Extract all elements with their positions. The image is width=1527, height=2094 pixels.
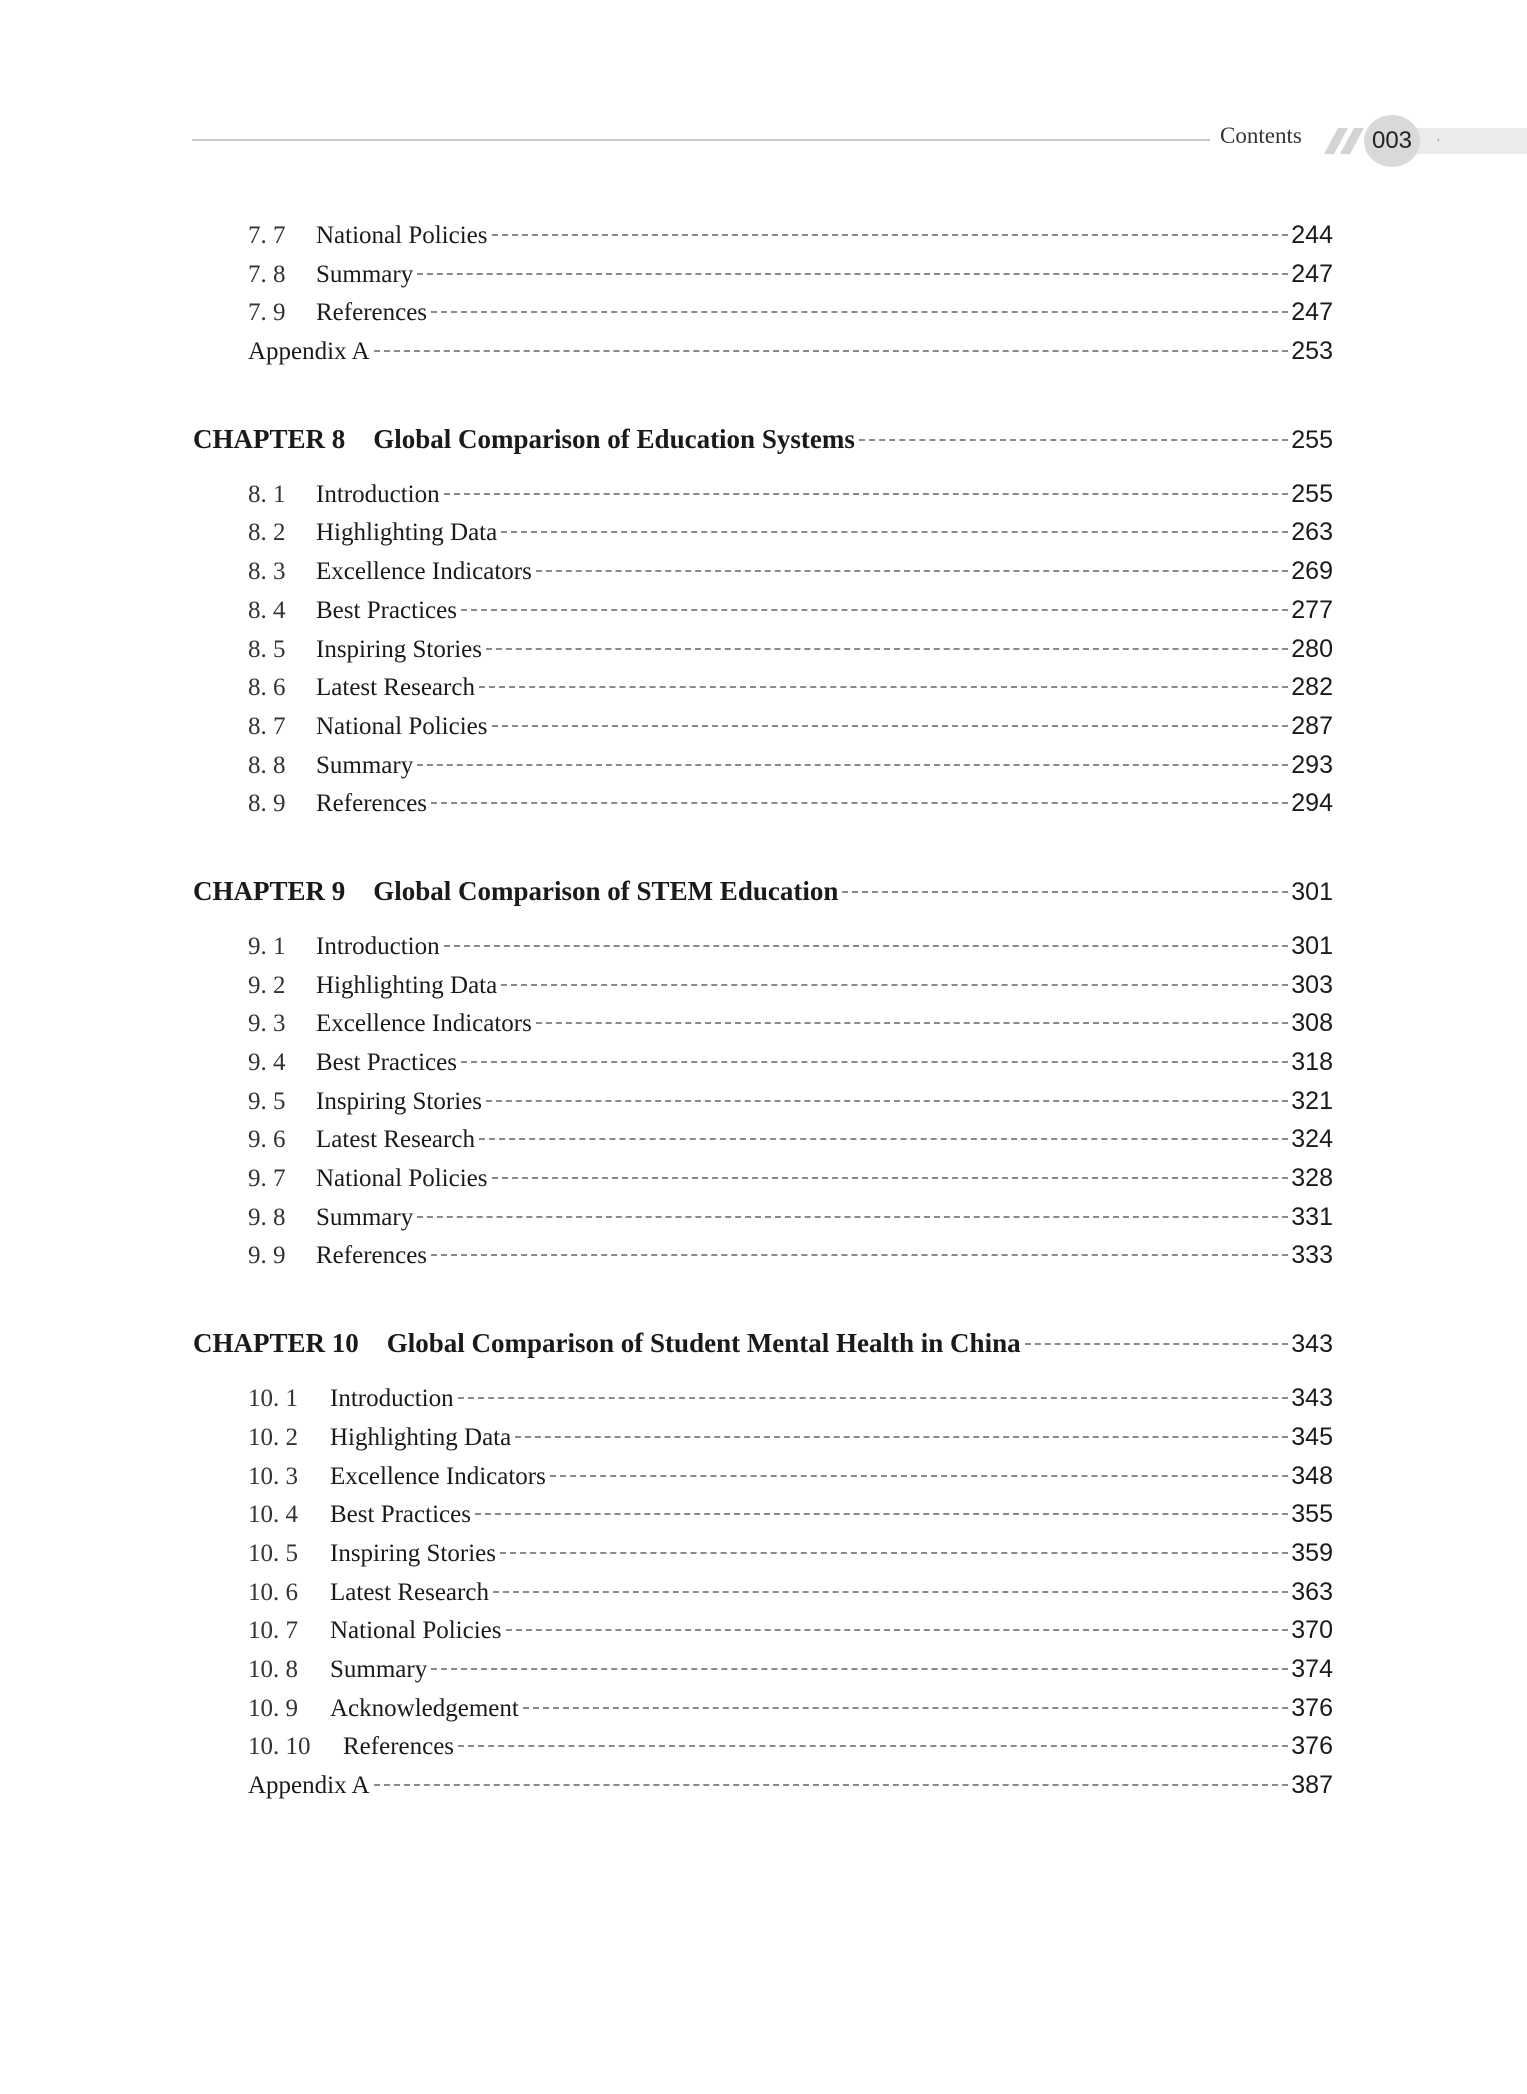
entry-number: 9. 5 [248, 1087, 286, 1115]
dot-leader [458, 1745, 1288, 1747]
entry-title: Best Practices [316, 596, 457, 624]
toc-entry[interactable] [193, 966, 1333, 1005]
toc-entry[interactable] [193, 746, 1333, 785]
entry-page-number: 363 [1291, 1577, 1333, 1606]
entry-page-number: 321 [1291, 1086, 1333, 1115]
entry-title: National Policies [316, 1165, 488, 1193]
dot-leader [1025, 1343, 1289, 1345]
toc-section [193, 419, 1333, 823]
dot-leader [431, 1254, 1288, 1256]
dot-leader [536, 1022, 1288, 1024]
chapter-page-number: 343 [1291, 1330, 1333, 1359]
toc-entry[interactable] [193, 784, 1333, 823]
entry-page-number: 355 [1291, 1500, 1333, 1529]
dot-leader [493, 1591, 1288, 1593]
toc-entry[interactable] [193, 1534, 1333, 1573]
entry-number: 9. 2 [248, 971, 286, 999]
dot-leader [431, 1668, 1288, 1670]
entry-number: 8. 6 [248, 674, 286, 702]
entry-page-number: 308 [1291, 1009, 1333, 1038]
entry-title: Acknowledgement [330, 1694, 519, 1722]
dot-leader [501, 984, 1288, 986]
dot-leader [500, 1552, 1288, 1554]
toc-section [193, 216, 1333, 371]
toc-entry[interactable] [193, 927, 1333, 966]
dot-leader [859, 439, 1288, 441]
entry-number: 10. 9 [248, 1694, 298, 1722]
toc-entry[interactable] [193, 216, 1333, 255]
entry-number: 10. 6 [248, 1578, 298, 1606]
dot-leader [475, 1513, 1288, 1515]
toc-entry[interactable] [193, 293, 1333, 332]
toc-entry[interactable] [193, 591, 1333, 630]
dot-leader [492, 725, 1289, 727]
entry-title: National Policies [330, 1617, 502, 1645]
entry-page-number: 324 [1291, 1125, 1333, 1154]
toc-entry[interactable] [193, 1766, 1333, 1805]
entry-number: 9. 7 [248, 1165, 286, 1193]
entry-page-number: 333 [1291, 1241, 1333, 1270]
dot-leader [417, 273, 1288, 275]
toc-entry[interactable] [193, 1457, 1333, 1496]
entry-page-number: 343 [1291, 1384, 1333, 1413]
entry-title: Summary [330, 1655, 428, 1683]
dot-leader [550, 1475, 1288, 1477]
toc-entry[interactable] [193, 1082, 1333, 1121]
toc-section [193, 871, 1333, 1275]
chapter-heading[interactable] [193, 419, 1333, 459]
chapter-page-number: 255 [1291, 425, 1333, 454]
entry-title: Summary [316, 751, 414, 779]
entry-number: 9. 9 [248, 1242, 286, 1270]
toc-entry[interactable] [193, 513, 1333, 552]
entry-number: 7. 9 [248, 299, 286, 327]
entry-title: Appendix A [248, 338, 370, 366]
chapter-heading[interactable] [193, 1323, 1333, 1363]
entry-title: Excellence Indicators [330, 1462, 546, 1490]
toc-entry[interactable] [193, 1043, 1333, 1082]
entry-page-number: 387 [1291, 1771, 1333, 1799]
entry-page-number: 359 [1291, 1538, 1333, 1567]
entry-page-number: 277 [1291, 595, 1333, 624]
entry-page-number: 303 [1291, 970, 1333, 999]
chapter-title: Global Comparison of Student Mental Health in China [386, 1328, 1021, 1359]
entry-number: 10. 4 [248, 1501, 298, 1529]
dot-leader [461, 1061, 1288, 1063]
entry-title: Latest Research [330, 1578, 489, 1606]
toc-entry[interactable] [193, 255, 1333, 294]
toc-entry[interactable] [193, 552, 1333, 591]
entry-title: References [316, 299, 428, 327]
dot-leader [536, 570, 1288, 572]
entry-title: Inspiring Stories [316, 635, 482, 663]
entry-number: 7. 8 [248, 260, 286, 288]
header-label: Contents [1220, 123, 1302, 148]
toc-entry[interactable] [193, 1120, 1333, 1159]
entry-page-number: 328 [1291, 1164, 1333, 1193]
dot-leader [431, 802, 1288, 804]
chapter-number: CHAPTER 8 [193, 423, 346, 454]
dot-leader [444, 945, 1289, 947]
entry-title: Introduction [316, 932, 440, 960]
toc-entry[interactable] [193, 1004, 1333, 1043]
entry-title: References [343, 1733, 455, 1761]
toc-entry[interactable] [193, 1611, 1333, 1650]
dot-leader [374, 1784, 1289, 1786]
dot-leader [374, 350, 1289, 352]
entry-title: Highlighting Data [330, 1423, 512, 1451]
entry-title: Excellence Indicators [316, 558, 532, 586]
dot-leader [461, 609, 1288, 611]
entry-title: Excellence Indicators [316, 1010, 532, 1038]
entry-number: 9. 1 [248, 932, 286, 960]
entry-title: Latest Research [316, 674, 475, 702]
header-rule [192, 139, 1210, 141]
entry-page-number: 255 [1291, 479, 1333, 508]
chapter-page-number: 301 [1291, 877, 1333, 906]
entry-page-number: 374 [1291, 1654, 1333, 1683]
entry-title: Highlighting Data [316, 971, 498, 999]
entry-page-number: 282 [1291, 673, 1333, 702]
toc-entry[interactable] [193, 1689, 1333, 1728]
entry-page-number: 318 [1291, 1048, 1333, 1076]
entry-page-number: 244 [1291, 221, 1333, 249]
entry-page-number: 345 [1291, 1422, 1333, 1451]
entry-number: 9. 4 [248, 1049, 286, 1076]
entry-number: 10. 3 [248, 1462, 298, 1490]
entry-page-number: 293 [1291, 750, 1333, 779]
dot-leader [506, 1629, 1289, 1631]
entry-number: 8. 9 [248, 790, 286, 818]
entry-number: 8. 3 [248, 558, 286, 586]
dot-leader [492, 234, 1289, 236]
chapter-title: Global Comparison of STEM Education [373, 875, 839, 906]
dot-leader [431, 311, 1288, 313]
toc-entry[interactable] [193, 668, 1333, 707]
entry-number: 9. 6 [248, 1126, 286, 1154]
toc-entry[interactable] [193, 1650, 1333, 1689]
entry-number: 8. 7 [248, 712, 286, 740]
toc-section [193, 1323, 1333, 1805]
entry-title: National Policies [316, 712, 488, 740]
toc-entry[interactable] [193, 1236, 1333, 1275]
entry-page-number: 247 [1291, 298, 1333, 327]
chapter-title: Global Comparison of Education Systems [373, 423, 855, 454]
dot-leader [842, 891, 1288, 893]
dot-leader [417, 764, 1288, 766]
entry-page-number: 331 [1291, 1202, 1333, 1231]
toc-entry[interactable] [193, 1495, 1333, 1534]
entry-number: 7. 7 [248, 222, 286, 249]
entry-number: 10. 2 [248, 1423, 298, 1451]
entry-title: Best Practices [330, 1501, 471, 1529]
entry-page-number: 376 [1291, 1693, 1333, 1722]
dot-leader [417, 1216, 1288, 1218]
entry-title: Inspiring Stories [316, 1087, 482, 1115]
entry-number: 10. 5 [248, 1539, 298, 1567]
entry-number: 9. 3 [248, 1010, 286, 1038]
entry-title: Summary [316, 1203, 414, 1231]
entry-number: 10. 10 [248, 1733, 311, 1761]
entry-title: References [316, 790, 428, 818]
entry-number: 10. 1 [248, 1385, 298, 1413]
entry-number: 8. 4 [248, 596, 286, 624]
entry-page-number: 376 [1291, 1732, 1333, 1761]
chapter-number: CHAPTER 10 [193, 1328, 359, 1359]
entry-page-number: 247 [1291, 259, 1333, 288]
entry-title: Latest Research [316, 1126, 475, 1154]
toc-entry[interactable] [193, 1198, 1333, 1237]
entry-number: 8. 1 [248, 480, 286, 508]
entry-title: Introduction [330, 1385, 454, 1413]
entry-title: Highlighting Data [316, 519, 498, 547]
toc-entry[interactable] [193, 1573, 1333, 1612]
dot-leader [479, 1138, 1288, 1140]
entry-page-number: 301 [1291, 931, 1333, 960]
dot-leader [515, 1436, 1288, 1438]
entry-title: Inspiring Stories [330, 1539, 496, 1567]
dot-leader [501, 531, 1288, 533]
entry-title: Summary [316, 260, 414, 288]
dot-leader [444, 493, 1289, 495]
header-dot: · [1436, 134, 1441, 149]
entry-page-number: 370 [1291, 1616, 1333, 1645]
entry-title: National Policies [316, 222, 488, 249]
entry-page-number: 269 [1291, 557, 1333, 586]
entry-title: Appendix A [248, 1772, 370, 1799]
entry-title: References [316, 1242, 428, 1270]
entry-page-number: 294 [1291, 789, 1333, 818]
table-of-contents [193, 216, 1333, 1853]
page-number-badge: 003 [1364, 115, 1420, 167]
dot-leader [479, 686, 1288, 688]
entry-page-number: 348 [1291, 1461, 1333, 1490]
chapter-heading[interactable] [193, 871, 1333, 911]
entry-number: 9. 8 [248, 1203, 286, 1231]
entry-page-number: 287 [1291, 711, 1333, 740]
toc-entry[interactable] [193, 1418, 1333, 1457]
entry-number: 8. 8 [248, 751, 286, 779]
entry-page-number: 280 [1291, 634, 1333, 663]
toc-entry[interactable] [193, 707, 1333, 746]
dot-leader [492, 1177, 1289, 1179]
toc-entry[interactable] [193, 630, 1333, 669]
entry-number: 8. 2 [248, 519, 286, 547]
entry-number: 10. 7 [248, 1617, 298, 1645]
entry-title: Best Practices [316, 1049, 457, 1076]
entry-title: Introduction [316, 480, 440, 508]
toc-entry[interactable] [193, 1379, 1333, 1418]
entry-number: 10. 8 [248, 1655, 298, 1683]
toc-entry[interactable] [193, 1159, 1333, 1198]
entry-number: 8. 5 [248, 635, 286, 663]
entry-page-number: 253 [1291, 337, 1333, 366]
chapter-number: CHAPTER 9 [193, 875, 346, 906]
dot-leader [486, 648, 1288, 650]
entry-page-number: 263 [1291, 518, 1333, 547]
toc-entry[interactable] [193, 1727, 1333, 1766]
toc-entry[interactable] [193, 332, 1333, 371]
dot-leader [523, 1707, 1288, 1709]
dot-leader [486, 1100, 1288, 1102]
dot-leader [458, 1397, 1289, 1399]
toc-entry[interactable] [193, 475, 1333, 514]
